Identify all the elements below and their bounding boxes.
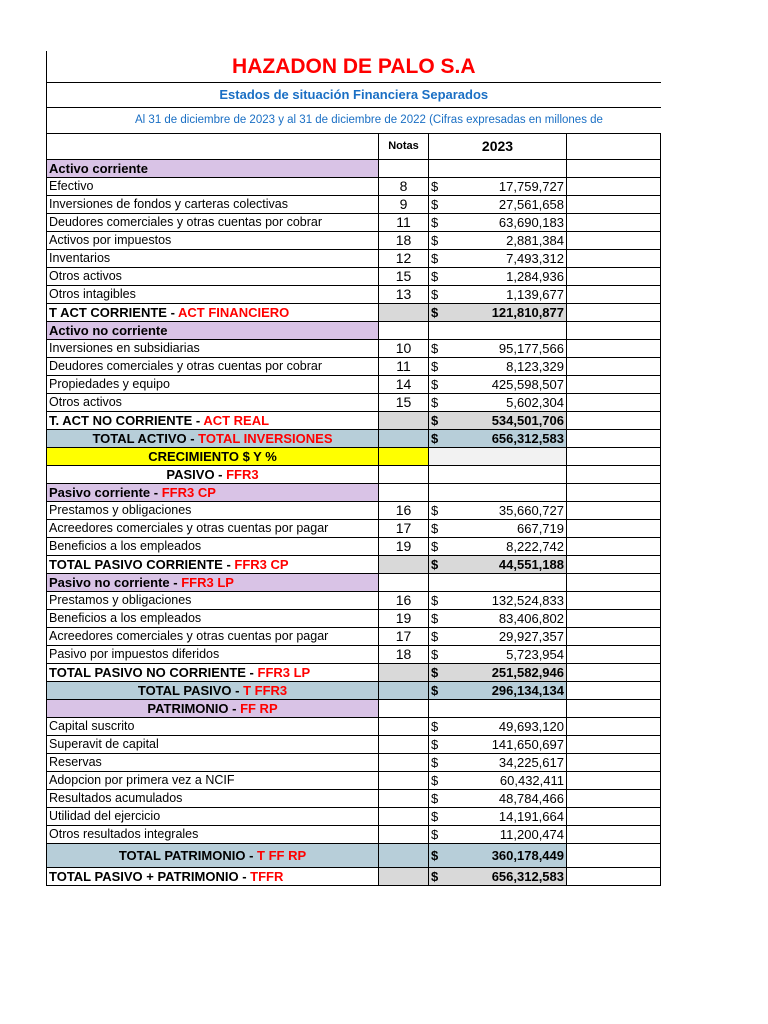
extra-cell xyxy=(567,645,661,663)
note-cell: 15 xyxy=(379,393,429,411)
total-value-cell: 44,551,188 xyxy=(447,555,567,573)
table-row xyxy=(47,555,661,573)
extra-cell xyxy=(567,789,661,807)
row-label-text: Pasivo corriente - xyxy=(49,484,162,500)
row-label xyxy=(47,699,379,717)
table-row xyxy=(47,573,661,591)
row-label-text: Otros resultados integrales xyxy=(49,826,199,841)
row-label-text: PASIVO - xyxy=(166,466,227,482)
currency-cell: $ xyxy=(429,753,447,771)
value-cell xyxy=(429,483,567,501)
note-cell xyxy=(379,867,429,885)
value-cell: 95,177,566 xyxy=(447,339,567,357)
row-label-text: Inventarios xyxy=(49,250,111,265)
row-label-text: Propiedades y equipo xyxy=(49,376,170,391)
extra-cell xyxy=(567,411,661,429)
table-row xyxy=(47,339,661,357)
table-row xyxy=(47,753,661,771)
year-header: 2023 xyxy=(429,133,567,159)
row-label-text: Activos por impuestos xyxy=(49,232,172,247)
note-cell: 12 xyxy=(379,249,429,267)
currency-cell: $ xyxy=(429,681,447,699)
row-label xyxy=(47,447,379,465)
table-row xyxy=(47,177,661,195)
row-label-text: Prestamos y obligaciones xyxy=(49,502,192,517)
extra-cell xyxy=(567,663,661,681)
row-label xyxy=(47,591,379,609)
value-cell: 5,602,304 xyxy=(447,393,567,411)
row-label-highlight: TOTAL INVERSIONES xyxy=(198,430,333,446)
row-label xyxy=(47,339,379,357)
statement-subtitle: Estados de situación Financiera Separados xyxy=(47,82,661,107)
extra-cell xyxy=(567,735,661,753)
extra-cell xyxy=(567,465,661,483)
table-row xyxy=(47,681,661,699)
note-cell xyxy=(379,411,429,429)
table-row xyxy=(47,285,661,303)
note-cell xyxy=(379,321,429,339)
currency-cell: $ xyxy=(429,285,447,303)
row-label-text: Acreedores comerciales y otras cuentas por pagar xyxy=(49,628,329,643)
row-label xyxy=(47,681,379,699)
extra-cell xyxy=(567,843,661,867)
extra-cell xyxy=(567,825,661,843)
value-cell: 48,784,466 xyxy=(447,789,567,807)
table-row xyxy=(47,429,661,447)
row-label xyxy=(47,609,379,627)
row-label xyxy=(47,303,379,321)
currency-cell: $ xyxy=(429,627,447,645)
note-cell: 15 xyxy=(379,267,429,285)
value-cell: 14,191,664 xyxy=(447,807,567,825)
value-cell xyxy=(429,465,567,483)
table-row xyxy=(47,213,661,231)
extra-cell xyxy=(567,393,661,411)
row-label-text: Utilidad del ejercicio xyxy=(49,808,161,823)
row-label xyxy=(47,159,379,177)
table-row xyxy=(47,447,661,465)
currency-cell: $ xyxy=(429,195,447,213)
note-cell xyxy=(379,843,429,867)
row-label-text: Beneficios a los empleados xyxy=(49,610,202,625)
total-value-cell: 534,501,706 xyxy=(447,411,567,429)
row-label-text: PATRIMONIO - xyxy=(147,700,241,716)
table-row xyxy=(47,771,661,789)
note-cell: 14 xyxy=(379,375,429,393)
row-label-text: TOTAL PASIVO - xyxy=(137,682,244,698)
note-cell: 18 xyxy=(379,645,429,663)
currency-cell: $ xyxy=(429,591,447,609)
value-cell: 2,881,384 xyxy=(447,231,567,249)
value-cell: 5,723,954 xyxy=(447,645,567,663)
row-label-text: Deudores comerciales y otras cuentas por cobrar xyxy=(49,214,323,229)
extra-cell xyxy=(567,249,661,267)
note-cell xyxy=(379,807,429,825)
row-label-text: T. ACT NO CORRIENTE - xyxy=(49,412,204,428)
table-row xyxy=(47,717,661,735)
table-row xyxy=(47,663,661,681)
currency-cell: $ xyxy=(429,411,447,429)
extra-cell xyxy=(567,339,661,357)
currency-cell: $ xyxy=(429,663,447,681)
total-value-cell: 656,312,583 xyxy=(447,867,567,885)
extra-cell xyxy=(567,177,661,195)
table-row xyxy=(47,843,661,867)
currency-cell: $ xyxy=(429,177,447,195)
currency-cell: $ xyxy=(429,717,447,735)
row-label xyxy=(47,555,379,573)
currency-cell: $ xyxy=(429,429,447,447)
date-note: Al 31 de diciembre de 2023 y al 31 de diciembre de 2022 (Cifras expresadas en millones de xyxy=(47,107,661,133)
currency-cell: $ xyxy=(429,867,447,885)
table-row xyxy=(47,627,661,645)
row-label-highlight: ACT REAL xyxy=(203,412,270,428)
note-cell xyxy=(379,771,429,789)
currency-cell: $ xyxy=(429,825,447,843)
row-label xyxy=(47,735,379,753)
value-cell xyxy=(429,321,567,339)
extra-cell xyxy=(567,321,661,339)
extra-cell xyxy=(567,609,661,627)
value-cell: 667,719 xyxy=(447,519,567,537)
row-label xyxy=(47,519,379,537)
currency-cell: $ xyxy=(429,303,447,321)
extra-cell xyxy=(567,231,661,249)
row-label xyxy=(47,501,379,519)
row-label xyxy=(47,321,379,339)
balance-table xyxy=(46,51,661,886)
extra-cell xyxy=(567,483,661,501)
note-cell: 16 xyxy=(379,501,429,519)
table-row xyxy=(47,789,661,807)
extra-cell xyxy=(567,267,661,285)
row-label xyxy=(47,753,379,771)
currency-cell: $ xyxy=(429,213,447,231)
note-cell xyxy=(379,555,429,573)
note-cell: 13 xyxy=(379,285,429,303)
value-cell: 8,222,742 xyxy=(447,537,567,555)
row-label-text: Pasivo por impuestos diferidos xyxy=(49,646,220,661)
table-row xyxy=(47,501,661,519)
company-title: HAZADON DE PALO S.A xyxy=(47,51,661,82)
table-row xyxy=(47,321,661,339)
table-row xyxy=(47,249,661,267)
currency-cell: $ xyxy=(429,357,447,375)
header-blank xyxy=(47,133,379,159)
value-cell: 60,432,411 xyxy=(447,771,567,789)
currency-cell: $ xyxy=(429,735,447,753)
table-row xyxy=(47,825,661,843)
balance-sheet xyxy=(46,51,660,886)
value-cell: 17,759,727 xyxy=(447,177,567,195)
row-label xyxy=(47,285,379,303)
row-label-text: TOTAL PASIVO CORRIENTE - xyxy=(49,556,235,572)
note-cell: 19 xyxy=(379,609,429,627)
table-row xyxy=(47,591,661,609)
value-cell: 11,200,474 xyxy=(447,825,567,843)
note-cell xyxy=(379,573,429,591)
total-value-cell: 251,582,946 xyxy=(447,663,567,681)
note-cell: 10 xyxy=(379,339,429,357)
total-value-cell: 121,810,877 xyxy=(447,303,567,321)
row-label xyxy=(47,231,379,249)
extra-cell xyxy=(567,285,661,303)
extra-cell xyxy=(567,717,661,735)
row-label-text: Capital suscrito xyxy=(49,718,135,733)
row-label-text: Deudores comerciales y otras cuentas por cobrar xyxy=(49,358,323,373)
value-cell: 7,493,312 xyxy=(447,249,567,267)
value-cell: 132,524,833 xyxy=(447,591,567,609)
row-label-text: Beneficios a los empleados xyxy=(49,538,202,553)
extra-cell xyxy=(567,519,661,537)
note-cell xyxy=(379,465,429,483)
row-label xyxy=(47,177,379,195)
row-label-text: Otros intagibles xyxy=(49,286,136,301)
currency-cell: $ xyxy=(429,231,447,249)
row-label xyxy=(47,825,379,843)
note-cell xyxy=(379,663,429,681)
table-row xyxy=(47,537,661,555)
row-label-text: Pasivo no corriente - xyxy=(49,574,182,590)
currency-cell: $ xyxy=(429,645,447,663)
note-cell: 11 xyxy=(379,357,429,375)
value-cell: 1,139,677 xyxy=(447,285,567,303)
extra-cell xyxy=(567,537,661,555)
extra-cell xyxy=(567,375,661,393)
extra-cell xyxy=(567,429,661,447)
currency-cell: $ xyxy=(429,249,447,267)
row-label-text: Adopcion por primera vez a NCIF xyxy=(49,772,235,787)
table-row xyxy=(47,231,661,249)
table-row xyxy=(47,267,661,285)
row-label xyxy=(47,807,379,825)
note-cell xyxy=(379,447,429,465)
row-label-highlight: T FFR3 xyxy=(243,682,288,698)
note-cell: 18 xyxy=(379,231,429,249)
row-label-text: Activo corriente xyxy=(49,160,148,176)
row-label xyxy=(47,429,379,447)
extra-cell xyxy=(567,771,661,789)
row-label-text: Acreedores comerciales y otras cuentas por pagar xyxy=(49,520,329,535)
extra-cell xyxy=(567,357,661,375)
currency-cell: $ xyxy=(429,375,447,393)
row-label xyxy=(47,717,379,735)
row-label xyxy=(47,645,379,663)
value-cell xyxy=(429,699,567,717)
note-cell xyxy=(379,789,429,807)
extra-cell xyxy=(567,159,661,177)
currency-cell: $ xyxy=(429,519,447,537)
currency-cell: $ xyxy=(429,393,447,411)
table-row xyxy=(47,159,661,177)
value-cell xyxy=(429,573,567,591)
row-label-highlight: FFR3 CP xyxy=(234,556,289,572)
note-cell: 19 xyxy=(379,537,429,555)
row-label xyxy=(47,843,379,867)
table-row xyxy=(47,699,661,717)
row-label xyxy=(47,537,379,555)
row-label xyxy=(47,213,379,231)
row-label-text: Inversiones en subsidiarias xyxy=(49,340,200,355)
table-row xyxy=(47,375,661,393)
row-label xyxy=(47,411,379,429)
currency-cell: $ xyxy=(429,771,447,789)
row-label-text: CRECIMIENTO $ Y % xyxy=(148,448,277,464)
note-cell xyxy=(379,825,429,843)
table-row xyxy=(47,609,661,627)
row-label xyxy=(47,357,379,375)
row-label xyxy=(47,867,379,885)
extra-cell xyxy=(567,807,661,825)
extra-cell xyxy=(567,867,661,885)
row-label-highlight: FFR3 xyxy=(226,466,259,482)
note-cell: 16 xyxy=(379,591,429,609)
table-row xyxy=(47,195,661,213)
currency-cell: $ xyxy=(429,843,447,867)
row-label-text: Resultados acumulados xyxy=(49,790,183,805)
row-label-text: Inversiones de fondos y carteras colectivas xyxy=(49,196,289,211)
table-row xyxy=(47,393,661,411)
note-cell xyxy=(379,303,429,321)
value-cell: 83,406,802 xyxy=(447,609,567,627)
row-label xyxy=(47,267,379,285)
note-cell: 17 xyxy=(379,519,429,537)
extra-cell xyxy=(567,447,661,465)
value-cell: 63,690,183 xyxy=(447,213,567,231)
header-extra xyxy=(567,133,661,159)
total-value-cell: 360,178,449 xyxy=(447,843,567,867)
total-value-cell: 296,134,134 xyxy=(447,681,567,699)
table-row xyxy=(47,357,661,375)
currency-cell: $ xyxy=(429,609,447,627)
extra-cell xyxy=(567,753,661,771)
row-label-text: Efectivo xyxy=(49,178,94,193)
currency-cell: $ xyxy=(429,555,447,573)
currency-cell: $ xyxy=(429,267,447,285)
note-cell xyxy=(379,681,429,699)
table-row xyxy=(47,465,661,483)
note-cell: 11 xyxy=(379,213,429,231)
row-label-text: TOTAL PATRIMONIO - xyxy=(118,847,258,863)
table-row xyxy=(47,303,661,321)
note-cell: 17 xyxy=(379,627,429,645)
table-row xyxy=(47,807,661,825)
extra-cell xyxy=(567,555,661,573)
extra-cell xyxy=(567,699,661,717)
row-label-highlight: FF RP xyxy=(240,700,278,716)
row-label xyxy=(47,663,379,681)
value-cell: 425,598,507 xyxy=(447,375,567,393)
row-label-text: TOTAL PASIVO NO CORRIENTE - xyxy=(49,664,258,680)
row-label-highlight: TFFR xyxy=(250,868,284,884)
row-label xyxy=(47,195,379,213)
extra-cell xyxy=(567,195,661,213)
value-cell: 141,650,697 xyxy=(447,735,567,753)
row-label xyxy=(47,393,379,411)
note-cell xyxy=(379,753,429,771)
row-label xyxy=(47,249,379,267)
row-label-text: Activo no corriente xyxy=(49,322,168,338)
currency-cell: $ xyxy=(429,789,447,807)
value-cell xyxy=(429,159,567,177)
notas-header: Notas xyxy=(379,133,429,159)
row-label-text: Superavit de capital xyxy=(49,736,159,751)
currency-cell: $ xyxy=(429,501,447,519)
table-row xyxy=(47,411,661,429)
note-cell xyxy=(379,699,429,717)
table-row xyxy=(47,519,661,537)
currency-cell: $ xyxy=(429,537,447,555)
extra-cell xyxy=(567,501,661,519)
note-cell xyxy=(379,159,429,177)
value-cell: 29,927,357 xyxy=(447,627,567,645)
row-label xyxy=(47,627,379,645)
value-cell: 27,561,658 xyxy=(447,195,567,213)
value-cell xyxy=(429,447,567,465)
row-label-highlight: FFR3 LP xyxy=(181,574,234,590)
value-cell: 8,123,329 xyxy=(447,357,567,375)
currency-cell: $ xyxy=(429,807,447,825)
row-label-text: Otros activos xyxy=(49,394,122,409)
note-cell xyxy=(379,483,429,501)
note-cell xyxy=(379,717,429,735)
row-label xyxy=(47,465,379,483)
extra-cell xyxy=(567,681,661,699)
row-label-highlight: T FF RP xyxy=(257,847,307,863)
row-label-text: Reservas xyxy=(49,754,102,769)
row-label xyxy=(47,771,379,789)
total-value-cell: 656,312,583 xyxy=(447,429,567,447)
extra-cell xyxy=(567,213,661,231)
currency-cell: $ xyxy=(429,339,447,357)
table-row xyxy=(47,735,661,753)
row-label-text: TOTAL ACTIVO - xyxy=(92,430,199,446)
note-cell xyxy=(379,735,429,753)
note-cell: 8 xyxy=(379,177,429,195)
extra-cell xyxy=(567,573,661,591)
extra-cell xyxy=(567,627,661,645)
table-row xyxy=(47,645,661,663)
row-label-highlight: FFR3 CP xyxy=(161,484,216,500)
row-label xyxy=(47,375,379,393)
row-label xyxy=(47,789,379,807)
table-row xyxy=(47,867,661,885)
row-label-highlight: ACT FINANCIERO xyxy=(178,304,290,320)
table-row xyxy=(47,483,661,501)
value-cell: 1,284,936 xyxy=(447,267,567,285)
row-label-text: Otros activos xyxy=(49,268,122,283)
row-label-text: TOTAL PASIVO + PATRIMONIO - xyxy=(49,868,251,884)
row-label-text: T ACT CORRIENTE - xyxy=(49,304,179,320)
row-label xyxy=(47,483,379,501)
row-label xyxy=(47,573,379,591)
row-label-text: Prestamos y obligaciones xyxy=(49,592,192,607)
value-cell: 35,660,727 xyxy=(447,501,567,519)
note-cell xyxy=(379,429,429,447)
extra-cell xyxy=(567,303,661,321)
value-cell: 49,693,120 xyxy=(447,717,567,735)
note-cell: 9 xyxy=(379,195,429,213)
extra-cell xyxy=(567,591,661,609)
value-cell: 34,225,617 xyxy=(447,753,567,771)
row-label-highlight: FFR3 LP xyxy=(257,664,311,680)
